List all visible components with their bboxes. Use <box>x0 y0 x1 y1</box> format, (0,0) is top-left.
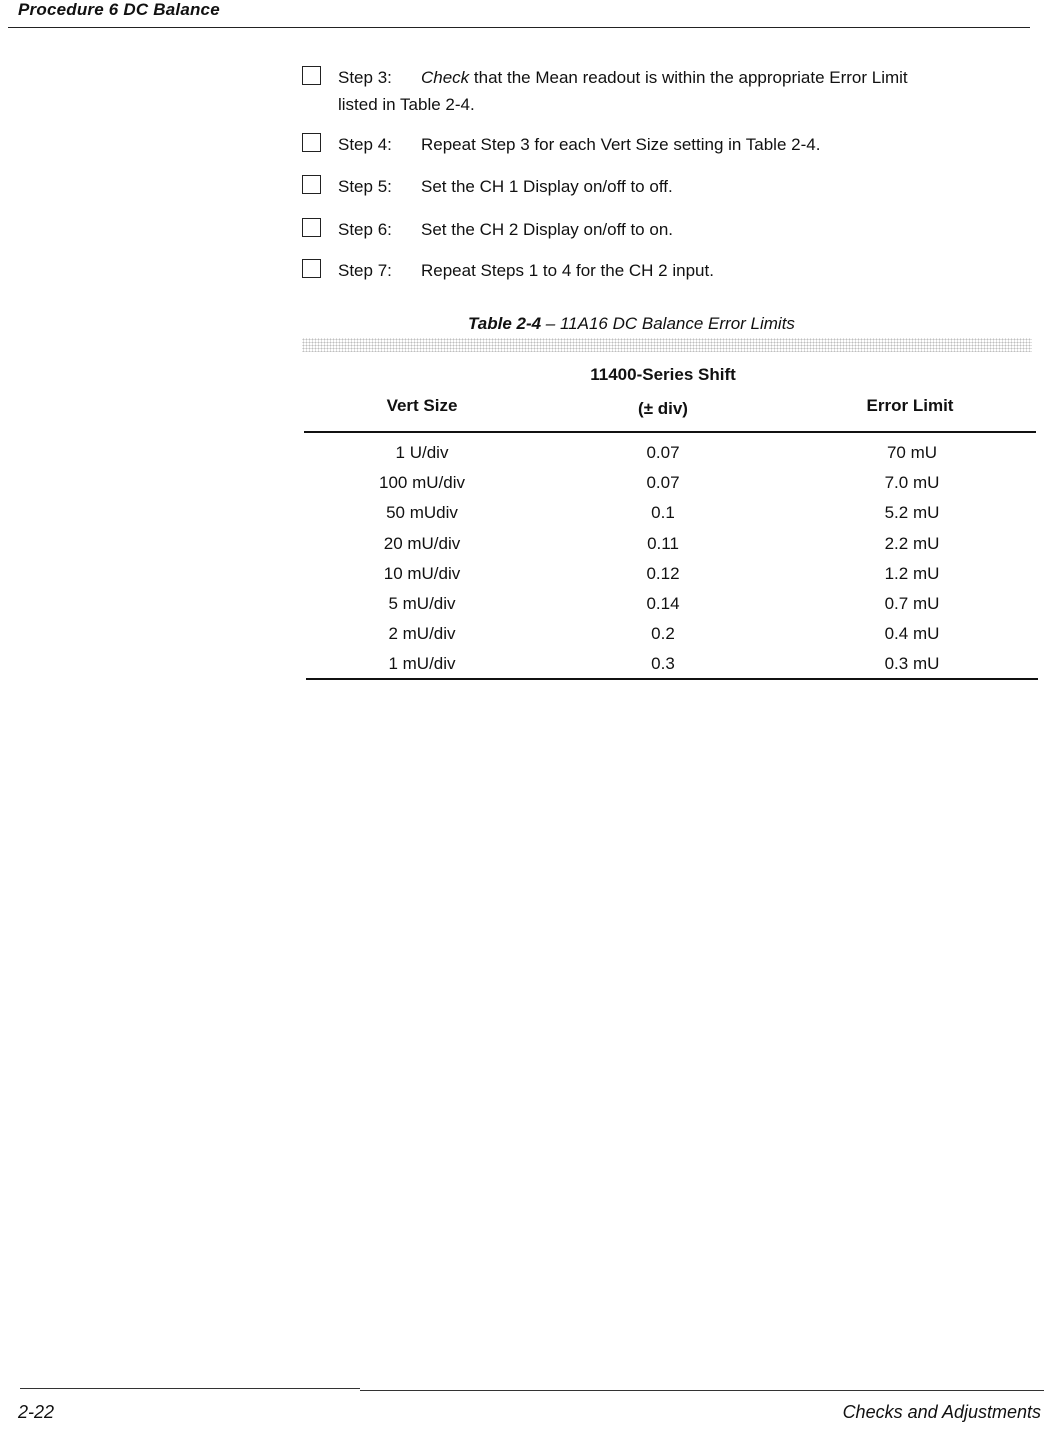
page-header-title: Procedure 6 DC Balance <box>18 0 220 19</box>
cell-shift: 0.14 <box>646 593 680 613</box>
step-5-text: Set the CH 1 Display on/off to off. <box>421 177 673 196</box>
table-row <box>302 500 1037 530</box>
step-7-label: Step 7: <box>338 261 392 280</box>
step-3-label: Step 3: <box>338 68 392 87</box>
step-7-checkbox[interactable] <box>302 259 321 278</box>
table-row <box>302 440 1037 470</box>
page-number: 2-22 <box>18 1402 55 1422</box>
table-bottom-rule <box>306 678 1038 680</box>
col-header-shift-line2: (± div) <box>638 399 688 418</box>
step-7-text: Repeat Steps 1 to 4 for the CH 2 input. <box>421 261 714 280</box>
footer-section-title: Checks and Adjustments <box>842 1402 1041 1422</box>
table-row <box>302 561 1037 591</box>
step-3-text-rest: that the Mean readout is within the appropriate Error Limit <box>469 68 908 87</box>
header-divider <box>8 27 1030 28</box>
cell-error-limit: 70 mU <box>886 443 938 462</box>
cell-shift: 0.1 <box>651 503 675 523</box>
cell-error-limit: 0.7 mU <box>884 593 940 613</box>
cell-error-limit: 1.2 mU <box>884 563 940 583</box>
step-5-label: Step 5: <box>338 177 392 196</box>
cell-vert-size: 5 mU/div <box>388 593 456 613</box>
cell-shift: 0.07 <box>646 473 680 493</box>
step-6-checkbox[interactable] <box>302 218 321 237</box>
step-4-label: Step 4: <box>338 135 392 154</box>
footer-divider-right <box>360 1390 1044 1391</box>
table-row <box>302 621 1037 651</box>
cell-vert-size: 50 mUdiv <box>386 503 458 523</box>
table-body <box>302 440 1037 682</box>
table-row <box>302 651 1037 681</box>
table-header <box>302 362 1037 428</box>
col-header-vert-size: Vert Size <box>386 396 458 415</box>
table-shade-band <box>302 338 1032 352</box>
step-4-checkbox[interactable] <box>302 133 321 152</box>
cell-shift: 0.12 <box>646 563 680 583</box>
cell-vert-size: 100 mU/div <box>379 473 465 493</box>
cell-vert-size: 1 U/div <box>395 443 449 462</box>
step-3-continuation: listed in Table 2-4. <box>338 95 475 114</box>
step-3-checkbox[interactable] <box>302 66 321 85</box>
cell-vert-size: 10 mU/div <box>383 563 461 583</box>
cell-vert-size: 2 mU/div <box>388 624 456 644</box>
cell-error-limit: 0.4 mU <box>884 624 940 644</box>
cell-vert-size: 1 mU/div <box>388 654 456 674</box>
table-caption-title: 11A16 DC Balance Error Limits <box>559 314 795 333</box>
cell-error-limit: 5.2 mU <box>884 503 940 523</box>
table-header-rule <box>304 431 1036 433</box>
step-3-text <box>421 64 908 91</box>
cell-vert-size: 20 mU/div <box>383 533 461 553</box>
table-row <box>302 591 1037 621</box>
cell-error-limit: 7.0 mU <box>884 473 940 493</box>
table-row <box>302 531 1037 561</box>
table-row <box>302 470 1037 500</box>
table-caption-dash: – <box>541 314 560 333</box>
col-header-error-limit: Error Limit <box>866 396 954 415</box>
cell-error-limit: 0.3 mU <box>884 654 940 674</box>
cell-error-limit: 2.2 mU <box>884 533 940 553</box>
cell-shift: 0.11 <box>647 533 679 553</box>
cell-shift: 0.3 <box>651 654 675 674</box>
footer-divider-left <box>20 1388 360 1389</box>
step-5-checkbox[interactable] <box>302 175 321 194</box>
step-3-italic-word: Check <box>421 68 470 87</box>
cell-shift: 0.07 <box>646 443 680 462</box>
step-4-text: Repeat Step 3 for each Vert Size setting in Table 2-4. <box>421 135 821 154</box>
table-caption-label: Table 2-4 <box>468 314 542 333</box>
step-6-label: Step 6: <box>338 220 392 239</box>
step-6-text: Set the CH 2 Display on/off to on. <box>421 220 673 239</box>
col-header-shift-line1: 11400-Series Shift <box>590 365 736 384</box>
cell-shift: 0.2 <box>651 624 675 644</box>
